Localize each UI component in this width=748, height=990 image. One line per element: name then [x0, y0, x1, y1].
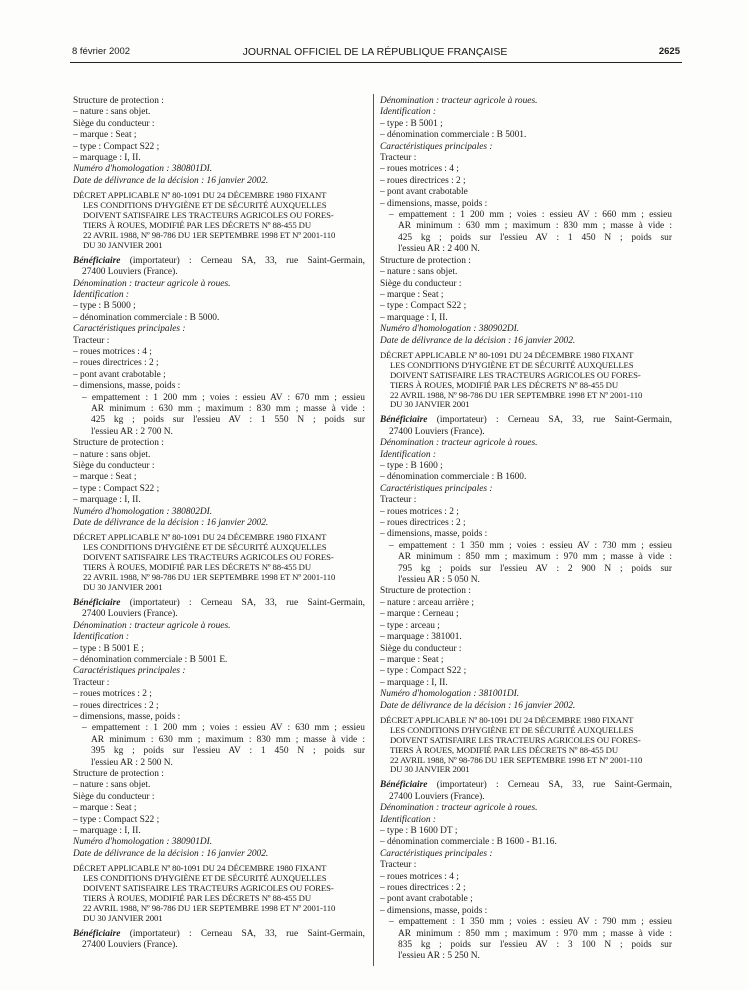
text-line: – marque : Cerneau ;	[380, 609, 459, 620]
text-line: Dénomination : tracteur agricole à roues.	[380, 96, 538, 106]
decree-line: DOIVENT SATISFAIRE LES TRACTEURS AGRICOLES OU FORES-	[390, 734, 641, 745]
text-line: – type : Compact S22 ;	[73, 814, 160, 825]
text-line: l'essieu AR : 2 400 N.	[398, 244, 480, 255]
text-line: 795 kg ; poids sur l'essieu AV : 2 900 N ; poids sur	[398, 563, 672, 574]
decree-line: DOIVENT SATISFAIRE LES TRACTEURS AGRICOLES OU FORES-	[83, 552, 334, 563]
text-line: – nature : sans objet.	[73, 107, 151, 118]
text-line: – empattement : 1 200 mm ; voies : essieu AV : 660 mm ; essieu	[389, 210, 672, 221]
decree-line: DÉCRET APPLICABLE Nº 80-1091 DU 24 DÉCEMBRE 1980 FIXANT	[73, 190, 327, 201]
text-line: – empattement : 1 350 mm ; voies : essieu AV : 790 mm ; essieu	[389, 917, 672, 928]
text-line: – dimensions, masse, poids :	[380, 198, 488, 209]
text-line: – marque : Seat ;	[380, 289, 444, 300]
beneficiary-label: Bénéficiaire	[73, 928, 121, 939]
text-line: – dimensions, masse, poids :	[73, 381, 181, 392]
text-line: l'essieu AR : 2 500 N.	[91, 757, 173, 768]
text-line: – type : Compact S22 ;	[73, 141, 160, 152]
decree-heading	[73, 533, 365, 592]
text-line: – marquage : I, II.	[73, 153, 141, 164]
beneficiary-text: (importateur) : Cerneau SA, 33, rue Saint-Germain,	[427, 415, 672, 426]
text-line: Caractéristiques principales :	[73, 324, 186, 335]
text-line: 27400 Louviers (France).	[82, 609, 178, 620]
text-line: – roues directrices : 2 ;	[380, 175, 466, 186]
decree-line: TIERS À ROUES, MODIFIÉ PAR LES DÉCRETS Nº 88-455 DU	[390, 744, 618, 755]
beneficiary-label: Bénéficiaire	[380, 780, 428, 791]
text-line: Numéro d'homologation : 380801DI.	[73, 164, 213, 175]
text-line: 27400 Louviers (France).	[82, 267, 178, 278]
text-line: 425 kg ; poids sur l'essieu AV : 1 550 N ; poids sur	[91, 415, 365, 426]
decree-line: 22 AVRIL 1988, Nº 98-786 DU 1ER SEPTEMBRE 1998 ET Nº 2001-110	[83, 902, 336, 913]
decree-line: LES CONDITIONS D'HYGIÈNE ET DE SÉCURITÉ AUXQUELLES	[83, 542, 327, 553]
text-line: Numéro d'homologation : 381001DI.	[380, 689, 520, 700]
text-line: – nature : sans objet.	[73, 780, 151, 791]
beneficiary-text: (importateur) : Cerneau SA, 33, rue Saint-Germain,	[120, 928, 365, 939]
journal-title: JOURNAL OFFICIEL DE LA RÉPUBLIQUE FRANÇAISE	[242, 46, 508, 58]
text-line: – type : Compact S22 ;	[380, 301, 467, 312]
text-line: Caractéristiques principales :	[73, 666, 186, 677]
left-column	[73, 96, 365, 951]
beneficiary-label: Bénéficiaire	[73, 597, 121, 608]
text-line: – dénomination commerciale : B 5000.	[73, 312, 220, 323]
text-line: – marquage : I, II.	[380, 677, 448, 688]
decree-line: DÉCRET APPLICABLE Nº 80-1091 DU 24 DÉCEMBRE 1980 FIXANT	[73, 532, 327, 543]
page-number: 2625	[658, 46, 680, 57]
text-line: l'essieu AR : 5 250 N.	[398, 951, 480, 962]
text-line: Date de délivrance de la décision : 16 janvier 2002.	[73, 518, 269, 529]
text-line: Caractéristiques principales :	[380, 483, 493, 494]
text-line: – roues motrices : 2 ;	[73, 689, 152, 700]
decree-line: DU 30 JANVIER 2001	[390, 764, 470, 775]
text-line: – roues motrices : 2 ;	[380, 506, 459, 517]
text-line: 425 kg ; poids sur l'essieu AV : 1 450 N ; poids sur	[398, 232, 672, 243]
text-line: – empattement : 1 200 mm ; voies : essieu AV : 630 mm ; essieu	[82, 723, 365, 734]
beneficiary-line	[73, 256, 365, 267]
text-line: Dénomination : tracteur agricole à roues.	[380, 438, 538, 449]
decree-line: LES CONDITIONS D'HYGIÈNE ET DE SÉCURITÉ AUXQUELLES	[83, 200, 327, 211]
text-line: Siège du conducteur :	[73, 461, 155, 471]
decree-line: TIERS À ROUES, MODIFIÉ PAR LES DÉCRETS Nº 88-455 DU	[83, 219, 311, 230]
text-line: – marque : Seat ;	[380, 654, 444, 665]
text-line: Tracteur :	[380, 153, 417, 164]
text-line: – roues motrices : 4 ;	[380, 164, 459, 175]
decree-line: DÉCRET APPLICABLE Nº 80-1091 DU 24 DÉCEMBRE 1980 FIXANT	[380, 714, 634, 725]
text-line: – marquage : I, II.	[73, 826, 141, 836]
text-line: AR minimum : 850 mm ; maximum : 970 mm ; masse à vide :	[398, 928, 672, 939]
text-line: Date de délivrance de la décision : 16 janvier 2002.	[380, 335, 576, 346]
text-line: 27400 Louviers (France).	[82, 940, 178, 951]
text-line: AR minimum : 630 mm ; maximum : 830 mm ; masse à vide :	[398, 221, 672, 232]
text-line: – marque : Seat ;	[73, 472, 137, 483]
text-line: AR minimum : 850 mm ; maximum : 970 mm ; masse à vide :	[398, 552, 672, 563]
beneficiary-label: Bénéficiaire	[380, 415, 428, 426]
text-line: – pont avant crabotable ;	[73, 369, 166, 380]
text-line: Structure de protection :	[73, 96, 164, 106]
decree-heading	[73, 191, 365, 250]
text-line: AR minimum : 630 mm ; maximum : 830 mm ; masse à vide :	[91, 403, 365, 414]
beneficiary-line	[73, 598, 365, 609]
decree-line: 22 AVRIL 1988, Nº 98-786 DU 1ER SEPTEMBRE 1998 ET Nº 2001-110	[83, 229, 336, 240]
text-line: Tracteur :	[380, 860, 417, 871]
text-line: Identification :	[380, 814, 436, 825]
beneficiary-text: (importateur) : Cerneau SA, 33, rue Saint-Germain,	[120, 255, 365, 266]
text-line: – roues directrices : 2 ;	[73, 700, 159, 711]
text-line: Numéro d'homologation : 380902DI.	[380, 324, 520, 335]
text-line: 835 kg ; poids sur l'essieu AV : 3 100 N ; poids sur	[398, 940, 672, 951]
text-line: Dénomination : tracteur agricole à roues.	[73, 620, 231, 631]
decree-line: DOIVENT SATISFAIRE LES TRACTEURS AGRICOLES OU FORES-	[83, 210, 334, 221]
text-line: Dénomination : tracteur agricole à roues.	[380, 803, 538, 814]
text-line: – dénomination commerciale : B 5001 E.	[73, 654, 228, 665]
text-line: – type : arceau ;	[380, 620, 440, 631]
decree-line: DÉCRET APPLICABLE Nº 80-1091 DU 24 DÉCEMBRE 1980 FIXANT	[73, 863, 327, 874]
text-line: Siège du conducteur :	[380, 643, 462, 654]
decree-line: DU 30 JANVIER 2001	[83, 581, 163, 592]
decree-line: DU 30 JANVIER 2001	[390, 399, 470, 410]
text-line: l'essieu AR : 2 700 N.	[91, 426, 173, 437]
text-line: – type : B 5000 ;	[73, 301, 136, 312]
text-line: Identification :	[380, 107, 436, 118]
text-line: Tracteur :	[380, 495, 417, 506]
text-line: Tracteur :	[73, 335, 110, 346]
text-line: Identification :	[73, 289, 129, 300]
text-line: Numéro d'homologation : 380802DI.	[73, 506, 213, 517]
text-line: – type : B 5001 E ;	[73, 643, 144, 654]
text-line: Caractéristiques principales :	[380, 848, 493, 859]
decree-line: TIERS À ROUES, MODIFIÉ PAR LES DÉCRETS Nº 88-455 DU	[83, 892, 311, 903]
decree-line: DÉCRET APPLICABLE Nº 80-1091 DU 24 DÉCEMBRE 1980 FIXANT	[380, 349, 634, 360]
beneficiary-text: (importateur) : Cerneau SA, 33, rue Saint-Germain,	[120, 597, 365, 608]
text-line: – pont avant crabotable	[380, 187, 468, 198]
text-line: Caractéristiques principales :	[380, 141, 493, 152]
text-line: Tracteur :	[73, 677, 110, 688]
text-line: 27400 Louviers (France).	[389, 426, 485, 437]
text-line: Siège du conducteur :	[73, 791, 155, 802]
text-line: – roues motrices : 4 ;	[380, 871, 459, 882]
text-line: Identification :	[73, 632, 129, 643]
page-header	[70, 46, 680, 60]
decree-line: LES CONDITIONS D'HYGIÈNE ET DE SÉCURITÉ AUXQUELLES	[390, 359, 634, 370]
text-line: – dénomination commerciale : B 5001.	[380, 130, 527, 141]
decree-line: DU 30 JANVIER 2001	[83, 239, 163, 250]
text-line: Structure de protection :	[73, 768, 164, 779]
text-line: – dimensions, masse, poids :	[73, 711, 181, 722]
text-line: – marquage : I, II.	[380, 312, 448, 323]
decree-line: 22 AVRIL 1988, Nº 98-786 DU 1ER SEPTEMBRE 1998 ET Nº 2001-110	[390, 754, 643, 765]
text-line: – dimensions, masse, poids :	[380, 529, 488, 540]
decree-line: DU 30 JANVIER 2001	[83, 912, 163, 923]
text-line: – pont avant crabotable ;	[380, 894, 473, 905]
text-line: Siège du conducteur :	[380, 278, 462, 289]
text-line: Date de délivrance de la décision : 16 janvier 2002.	[73, 848, 269, 859]
text-line: 27400 Louviers (France).	[389, 791, 485, 802]
decree-line: TIERS À ROUES, MODIFIÉ PAR LES DÉCRETS Nº 88-455 DU	[83, 562, 311, 573]
decree-heading	[380, 716, 672, 775]
text-line: – roues directrices : 2 ;	[380, 883, 466, 894]
text-line: – empattement : 1 200 mm ; voies : essieu AV : 670 mm ; essieu	[82, 392, 365, 403]
text-line: – marque : Seat ;	[73, 803, 137, 814]
text-line: – marquage : 381001.	[380, 632, 462, 643]
decree-line: 22 AVRIL 1988, Nº 98-786 DU 1ER SEPTEMBRE 1998 ET Nº 2001-110	[83, 572, 336, 583]
text-line: Dénomination : tracteur agricole à roues.	[73, 278, 231, 289]
text-line: – type : B 5001 ;	[380, 118, 443, 129]
decree-line: DOIVENT SATISFAIRE LES TRACTEURS AGRICOLES OU FORES-	[390, 369, 641, 380]
column-divider	[373, 94, 374, 966]
text-line: 395 kg ; poids sur l'essieu AV : 1 450 N ; poids sur	[91, 746, 365, 757]
text-line: – dénomination commerciale : B 1600 - B1.16.	[380, 837, 557, 848]
beneficiary-line	[73, 929, 365, 940]
beneficiary-line	[380, 780, 672, 791]
text-line: – nature : sans objet.	[73, 449, 151, 460]
text-line: – marque : Seat ;	[73, 130, 137, 141]
text-line: – roues directrices : 2 ;	[73, 358, 159, 369]
decree-line: TIERS À ROUES, MODIFIÉ PAR LES DÉCRETS Nº 88-455 DU	[390, 379, 618, 390]
text-line: – empattement : 1 350 mm ; voies : essieu AV : 730 mm ; essieu	[389, 540, 672, 551]
decree-line: LES CONDITIONS D'HYGIÈNE ET DE SÉCURITÉ AUXQUELLES	[390, 724, 634, 735]
text-line: Identification :	[380, 449, 436, 460]
beneficiary-text: (importateur) : Cerneau SA, 33, rue Saint-Germain,	[427, 780, 672, 791]
text-line: – nature : sans objet.	[380, 267, 458, 278]
text-line: Date de délivrance de la décision : 16 janvier 2002.	[380, 700, 576, 711]
text-line: – type : Compact S22 ;	[73, 483, 160, 494]
text-line: Date de délivrance de la décision : 16 janvier 2002.	[73, 175, 269, 186]
text-line: – type : B 1600 DT ;	[380, 826, 458, 836]
decree-heading	[380, 351, 672, 410]
issue-date: 8 février 2002	[72, 46, 131, 57]
right-column	[380, 96, 672, 963]
text-line: Structure de protection :	[73, 438, 164, 449]
text-line: Numéro d'homologation : 380901DI.	[73, 837, 213, 848]
text-line: l'essieu AR : 5 050 N.	[398, 575, 480, 586]
decree-line: LES CONDITIONS D'HYGIÈNE ET DE SÉCURITÉ AUXQUELLES	[83, 873, 327, 884]
header-rule	[70, 62, 682, 63]
text-line: – type : B 1600 ;	[380, 461, 443, 471]
text-line: – roues directrices : 2 ;	[380, 518, 466, 529]
text-line: AR minimum : 630 mm ; maximum : 830 mm ; masse à vide :	[91, 734, 365, 745]
text-line: – marquage : I, II.	[73, 495, 141, 506]
text-line: – dénomination commerciale : B 1600.	[380, 472, 527, 483]
text-line: – dimensions, masse, poids :	[380, 905, 488, 916]
decree-line: DOIVENT SATISFAIRE LES TRACTEURS AGRICOLES OU FORES-	[83, 883, 334, 894]
text-line: Structure de protection :	[380, 255, 471, 266]
beneficiary-line	[380, 415, 672, 426]
beneficiary-label: Bénéficiaire	[73, 255, 121, 266]
text-line: Structure de protection :	[380, 586, 471, 597]
text-line: – roues motrices : 4 ;	[73, 346, 152, 357]
decree-line: 22 AVRIL 1988, Nº 98-786 DU 1ER SEPTEMBRE 1998 ET Nº 2001-110	[390, 389, 643, 400]
decree-heading	[73, 864, 365, 923]
text-line: – nature : arceau arrière ;	[380, 597, 474, 608]
text-line: Siège du conducteur :	[73, 118, 155, 129]
text-line: – type : Compact S22 ;	[380, 666, 467, 677]
